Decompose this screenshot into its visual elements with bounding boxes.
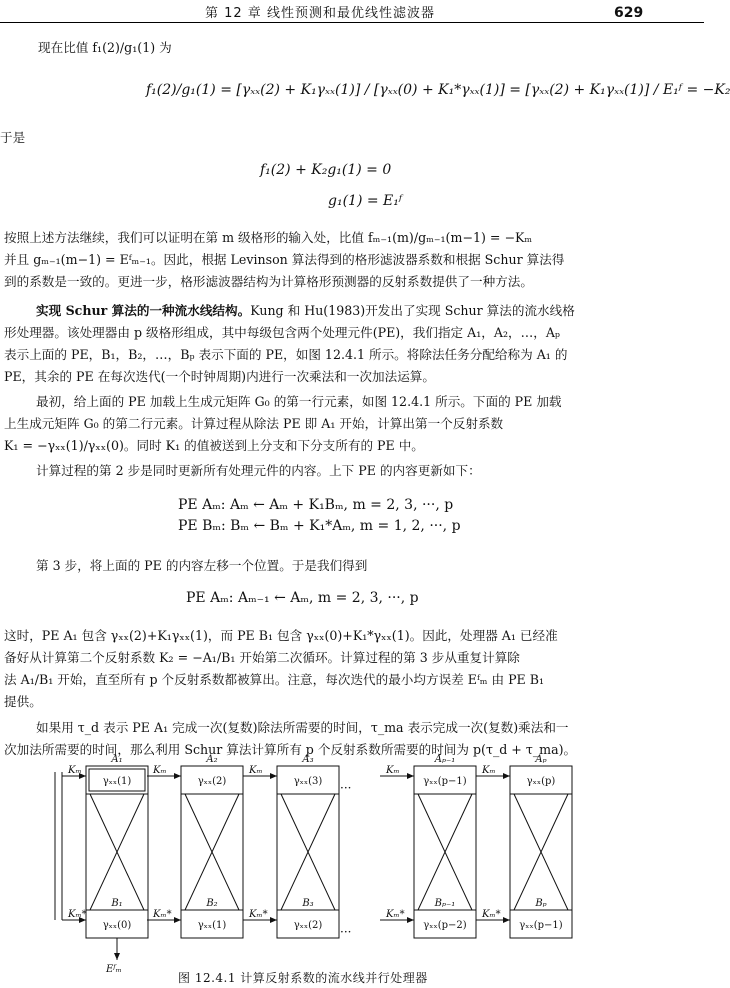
- text-line: K₁ = −γₓₓ(1)/γₓₓ(0)。同时 K₁ 的值被送到上分支和下分支所有的 PE 中。: [4, 438, 424, 453]
- text-line: PE，其余的 PE 在每次迭代(一个时钟周期)内进行一次乘法和一次加法运算。: [4, 369, 435, 384]
- text-line: 并且 gₘ₋₁(m−1) = Eᶠₘ₋₁。因此，根据 Levinson 算法得到的格形滤波器系数和根据 Schur 算法得: [4, 252, 565, 267]
- pe-bottom-value: γₓₓ(1): [197, 920, 227, 931]
- pe-top-label: A₃: [302, 754, 314, 765]
- pe-top-label: Aₚ₋₁: [434, 754, 456, 765]
- text-line: 如果用 τ_d 表示 PE A₁ 完成一次(复数)除法所需要的时间，τ_ma 表示完成一次(复数)乘法和一: [36, 720, 569, 735]
- pipeline-diagram: [0, 750, 704, 975]
- text-line: 实现 Schur 算法的一种流水线结构。Kung 和 Hu(1983)开发出了实现 Schur 算法的流水线格: [36, 303, 575, 318]
- output-label: Eᶠₘ: [106, 964, 122, 975]
- text-line: 计算过程的第 2 步是同时更新所有处理元件的内容。上下 PE 的内容更新如下：: [36, 463, 481, 478]
- k-label: Kₘ: [249, 765, 263, 776]
- text-line: 次加法所需要的时间，那么利用 Schur 算法计算所有 p 个反射系数所需要的时间为 p(τ_d + τ_ma)。: [4, 742, 577, 757]
- pe-bottom-label: Bₚ: [535, 898, 547, 909]
- pe-bottom-value: γₓₓ(2): [293, 920, 323, 931]
- text-line: 按照上述方法继续，我们可以证明在第 m 级格形的输入处，比值 fₘ₋₁(m)/gₘ₋₁(m−1) = −Kₘ: [4, 230, 533, 245]
- text-line: 形处理器。该处理器由 p 级格形组成，其中每级包含两个处理元件(PE)，我们指定 A₁，A₂，…，Aₚ: [4, 325, 560, 340]
- pe-bottom-value: γₓₓ(p−2): [423, 920, 467, 931]
- text-line: 最初，给上面的 PE 加载上生成元矩阵 G₀ 的第一行元素，如图 12.4.1 所示。下面的 PE 加载: [36, 394, 562, 409]
- pe-top-value: γₓₓ(2): [197, 776, 227, 787]
- pe-top-label: Aₚ: [535, 754, 547, 765]
- chapter-title: 第 12 章 线性预测和最优线性滤波器: [205, 6, 435, 21]
- k-label: Kₘ: [153, 765, 167, 776]
- k-star-label: Kₘ*: [153, 909, 172, 920]
- ellipsis: ···: [340, 925, 352, 939]
- pe-bottom-value: γₓₓ(p−1): [519, 920, 563, 931]
- equation: g₁(1) = E₁ᶠ: [328, 193, 403, 209]
- pe-top-value: γₓₓ(p): [526, 776, 556, 787]
- pe-top-value: γₓₓ(1): [102, 776, 132, 787]
- equation-ratio: f₁(2)/g₁(1) = [γₓₓ(2) + K₁γₓₓ(1)] / [γₓₓ(0) + K₁*γₓₓ(1)] = [γₓₓ(2) + K₁γₓₓ(1)] / E₁ᶠ = −K₂: [146, 82, 730, 98]
- text-line: 备好从计算第二个反射系数 K₂ = −A₁/B₁ 开始第二次循环。计算过程的第 3 步从重复计算除: [4, 650, 520, 665]
- text-line: 现在比值 f₁(2)/g₁(1) 为: [38, 40, 172, 55]
- pe-top-label: A₁: [111, 754, 123, 765]
- page-number: 629: [614, 5, 644, 21]
- pe-bottom-label: B₁: [111, 898, 123, 909]
- text-line: 到的系数是一致的。更进一步，格形滤波器结构为计算格形预测器的反射系数提供了一种方法。: [4, 274, 533, 289]
- pe-top-value: γₓₓ(3): [293, 776, 323, 787]
- pe-top-label: A₂: [206, 754, 218, 765]
- k-label: Kₘ: [386, 765, 400, 776]
- text-line: 提供。: [4, 694, 42, 709]
- k-label: Kₘ: [482, 765, 496, 776]
- pe-bottom-label: B₃: [302, 898, 314, 909]
- paragraph-heading: 实现 Schur 算法的一种流水线结构。: [36, 303, 251, 318]
- k-star-label: Kₘ*: [386, 909, 405, 920]
- header-rule: [0, 22, 704, 23]
- text-line: 表示上面的 PE，B₁，B₂，…，Bₚ 表示下面的 PE，如图 12.4.1 所示。将除法任务分配给称为 A₁ 的: [4, 347, 568, 362]
- text-line: 上生成元矩阵 G₀ 的第二行元素。计算过程从除法 PE 即 A₁ 开始，计算出第一个反射系数: [4, 416, 504, 431]
- equation: PE Bₘ: Bₘ ← Bₘ + K₁*Aₘ, m = 1, 2, ···, p: [178, 518, 461, 534]
- equation: PE Aₘ: Aₘ₋₁ ← Aₘ, m = 2, 3, ···, p: [186, 590, 419, 606]
- pe-bottom-value: γₓₓ(0): [102, 920, 132, 931]
- equation: PE Aₘ: Aₘ ← Aₘ + K₁Bₘ, m = 2, 3, ···, p: [178, 497, 454, 513]
- text-line: 法 A₁/B₁ 开始，直至所有 p 个反射系数都被算出。注意，每次迭代的最小均方误差 Eᶠₘ 由 PE B₁: [4, 672, 545, 687]
- pe-bottom-label: B₂: [206, 898, 218, 909]
- text-line: 第 3 步，将上面的 PE 的内容左移一个位置。于是我们得到: [36, 558, 368, 573]
- text-line: 这时，PE A₁ 包含 γₓₓ(2)+K₁γₓₓ(1)，而 PE B₁ 包含 γₓₓ(0)+K₁*γₓₓ(1)。因此，处理器 A₁ 已经准: [4, 628, 558, 643]
- text-line: 于是: [0, 130, 26, 145]
- k-label: Kₘ: [68, 765, 82, 776]
- pe-bottom-label: Bₚ₋₁: [434, 898, 456, 909]
- page-header: [0, 0, 704, 24]
- equation: f₁(2) + K₂g₁(1) = 0: [260, 162, 392, 178]
- k-star-label: Kₘ*: [68, 909, 87, 920]
- pe-top-value: γₓₓ(p−1): [423, 776, 467, 787]
- k-star-label: Kₘ*: [482, 909, 501, 920]
- figure-caption: 图 12.4.1 计算反射系数的流水线并行处理器: [178, 971, 428, 985]
- k-star-label: Kₘ*: [249, 909, 268, 920]
- ellipsis: ···: [340, 781, 352, 795]
